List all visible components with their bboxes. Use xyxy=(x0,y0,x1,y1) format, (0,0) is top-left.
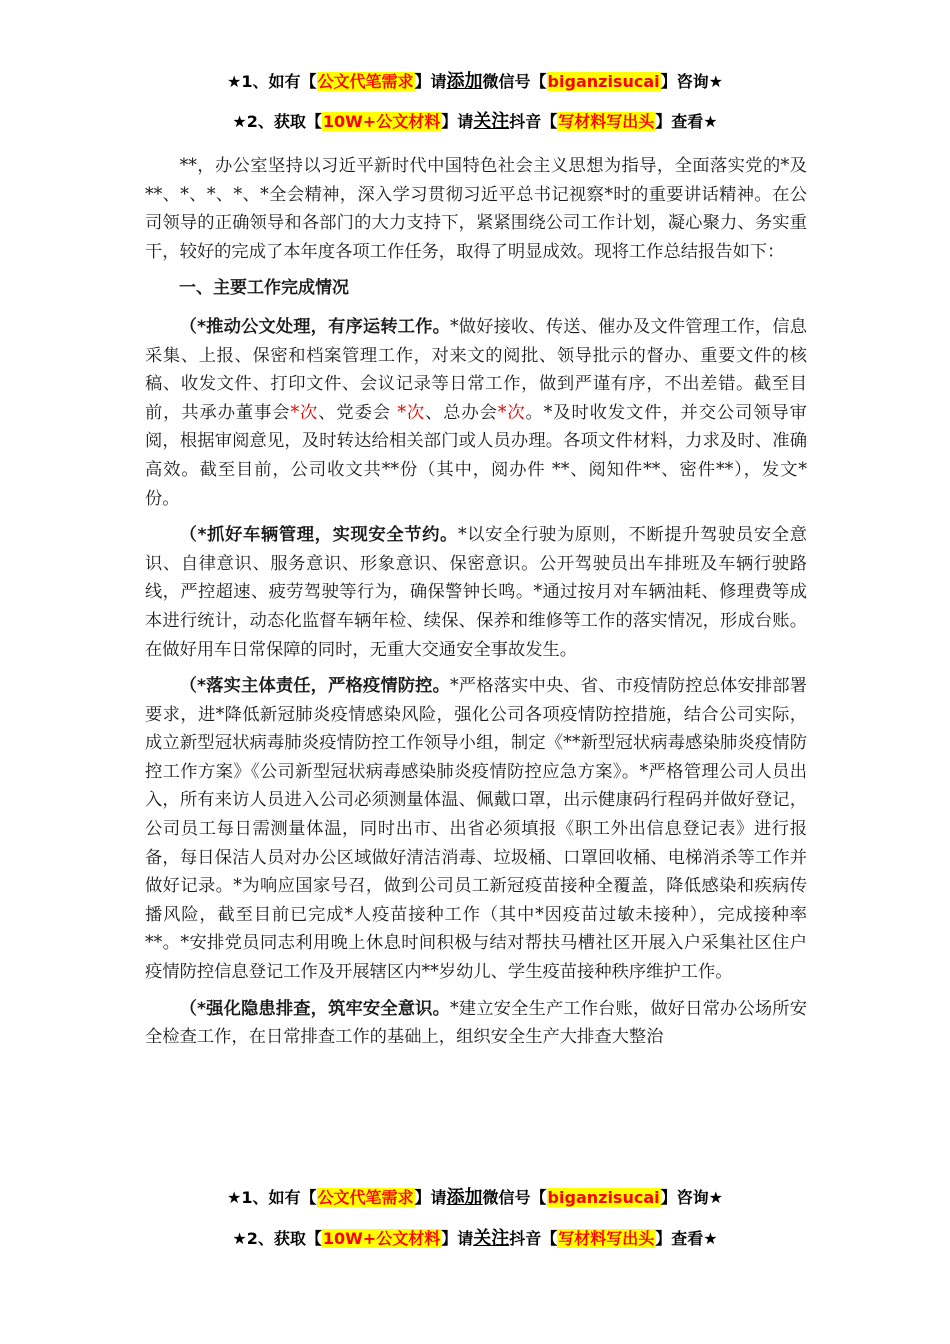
highlight-service: 公文代笔需求 xyxy=(317,1188,414,1207)
count-placeholder: *次 xyxy=(290,402,319,423)
banner-bottom-line1 xyxy=(0,1186,950,1210)
banner-text: 】请 xyxy=(414,1188,447,1207)
highlight-materials: 10W+公文材料 xyxy=(322,112,441,131)
banner-text: 】查看★ xyxy=(655,1229,718,1248)
banner-text: 】查看★ xyxy=(655,112,718,131)
highlight-materials: 10W+公文材料 xyxy=(322,1229,441,1248)
banner-text: ★1、如有【 xyxy=(227,72,317,91)
banner-emphasis: 添加 xyxy=(446,71,483,92)
banner-text: 微信号【 xyxy=(482,72,547,91)
banner-text: ★2、获取【 xyxy=(232,112,322,131)
highlight-wechat-id[interactable]: biganzisucai xyxy=(547,72,660,91)
paragraph-safety-inspection xyxy=(145,995,807,1052)
paragraph-text: 。*及时收发文件，并交公司领导审阅，根据审阅意见，及时转达给相关部门或人员办理。各项文件材料，力求及时、准确高效。截至目前，公司收文共**份（其中，阅办件 **、阅知件**、密件**），发文*份。 xyxy=(145,402,807,509)
banner-emphasis: 添加 xyxy=(446,1187,483,1208)
banner-text: 】咨询★ xyxy=(660,1188,723,1207)
paragraph-text: 、党委会 xyxy=(318,402,398,423)
banner-text: 抖音【 xyxy=(509,112,558,131)
paragraph-lead: （*推动公文处理，有序运转工作。 xyxy=(179,316,451,337)
banner-top-line1 xyxy=(0,70,950,94)
paragraph-epidemic-control xyxy=(145,672,807,987)
paragraph-lead: （*抓好车辆管理，实现安全节约。 xyxy=(179,525,458,546)
banner-bottom-line2 xyxy=(0,1227,950,1251)
paragraph-text: *建立安全生产工作台账，做好日常办公场所安全检查工作，在日常排查工作的基础上，组织安全生产大排查大整治 xyxy=(145,998,807,1048)
intro-paragraph: **，办公室坚持以习近平新时代中国特色社会主义思想为指导，全面落实党的*及**、*、*、*、*全会精神，深入学习贯彻习近平总书记视察*时的重要讲话精神。在公司领导的正确领导和各部门的大力支持下，紧紧围绕公司工作计划，凝心聚力、务实重干，较好的完成了本年度各项工作任务，取得了明显成效。现将工作总结报告如下： xyxy=(145,156,807,262)
banner-text: 】请 xyxy=(441,1229,474,1248)
banner-text: 微信号【 xyxy=(482,1188,547,1207)
paragraph-text: *做好接收、传送、催办及文件管理工作，信息采集、上报、保密和档案管理工作，对来文的阅批、领导批示的督办、重要文件的核稿、收发文件、打印文件、会议记录等日常工作，做到严谨有序，不出差错。截至目前，共承办董事会 xyxy=(145,316,807,423)
paragraph-vehicle-management xyxy=(145,521,807,664)
highlight-service: 公文代笔需求 xyxy=(317,72,414,91)
banner-text: ★1、如有【 xyxy=(227,1188,317,1207)
section-heading: 一、主要工作完成情况 xyxy=(179,278,349,299)
highlight-wechat-id[interactable]: biganzisucai xyxy=(547,1188,660,1207)
banner-text: ★2、获取【 xyxy=(232,1229,322,1248)
banner-text: 】请 xyxy=(414,72,447,91)
count-placeholder: *次 xyxy=(497,402,526,423)
paragraph-text: 、总办会 xyxy=(425,402,498,423)
highlight-douyin-account[interactable]: 写材料写出头 xyxy=(558,1229,655,1248)
banner-text: 抖音【 xyxy=(509,1229,558,1248)
paragraph-lead: （*强化隐患排查，筑牢安全意识。 xyxy=(179,998,451,1019)
count-placeholder: *次 xyxy=(397,402,426,423)
banner-emphasis: 关注 xyxy=(473,111,510,132)
paragraph-text: *严格落实中央、省、市疫情防控总体安排部署要求，进*降低新冠肺炎疫情感染风险，强化公司各项疫情防控措施，结合公司实际，成立新型冠状病毒肺炎疫情防控工作领导小组，制定《**新型冠状病毒感染肺炎疫情防控工作方案》《公司新型冠状病毒感染肺炎疫情防控应急方案》。*严格管理公司人员出入，所有来访人员进入公司必须测量体温、佩戴口罩，出示健康码行程码并做好登记，公司员工每日需测量体温，同时出市、出省必须填报《职工外出信息登记表》进行报备，每日保洁人员对办公区域做好清洁消毒、垃圾桶、口罩回收桶、电梯消杀等工作并做好记录。*为响应国家号召，做到公司员工新冠疫苗接种全覆盖，降低感染和疾病传播风险，截至目前已完成*人疫苗接种工作（其中*因疫苗过敏未接种），完成接种率**。*安排党员同志利用晚上休息时间积极与结对帮扶马槽社区开展入户采集社区住户疫情防控信息登记工作及开展辖区内**岁幼儿、学生疫苗接种秩序维护工作。 xyxy=(145,676,807,983)
paragraph-text: *以安全行驶为原则，不断提升驾驶员安全意识、自律意识、服务意识、形象意识、保密意识。公开驾驶员出车排班及车辆行驶路线，严控超速、疲劳驾驶等行为，确保警钟长鸣。*通过按月对车辆油耗、修理费等成本进行统计，动态化监督车辆年检、续保、保养和维修等工作的落实情况，形成台账。在做好用车日常保障的同时，无重大交通安全事故发生。 xyxy=(145,525,807,660)
banner-text: 】咨询★ xyxy=(660,72,723,91)
paragraph-document-handling xyxy=(145,313,807,513)
document-body xyxy=(145,152,807,1060)
paragraph-lead: （*落实主体责任，严格疫情防控。 xyxy=(179,676,451,697)
banner-top-line2 xyxy=(0,110,950,134)
banner-emphasis: 关注 xyxy=(473,1228,510,1249)
highlight-douyin-account[interactable]: 写材料写出头 xyxy=(558,112,655,131)
banner-text: 】请 xyxy=(441,112,474,131)
